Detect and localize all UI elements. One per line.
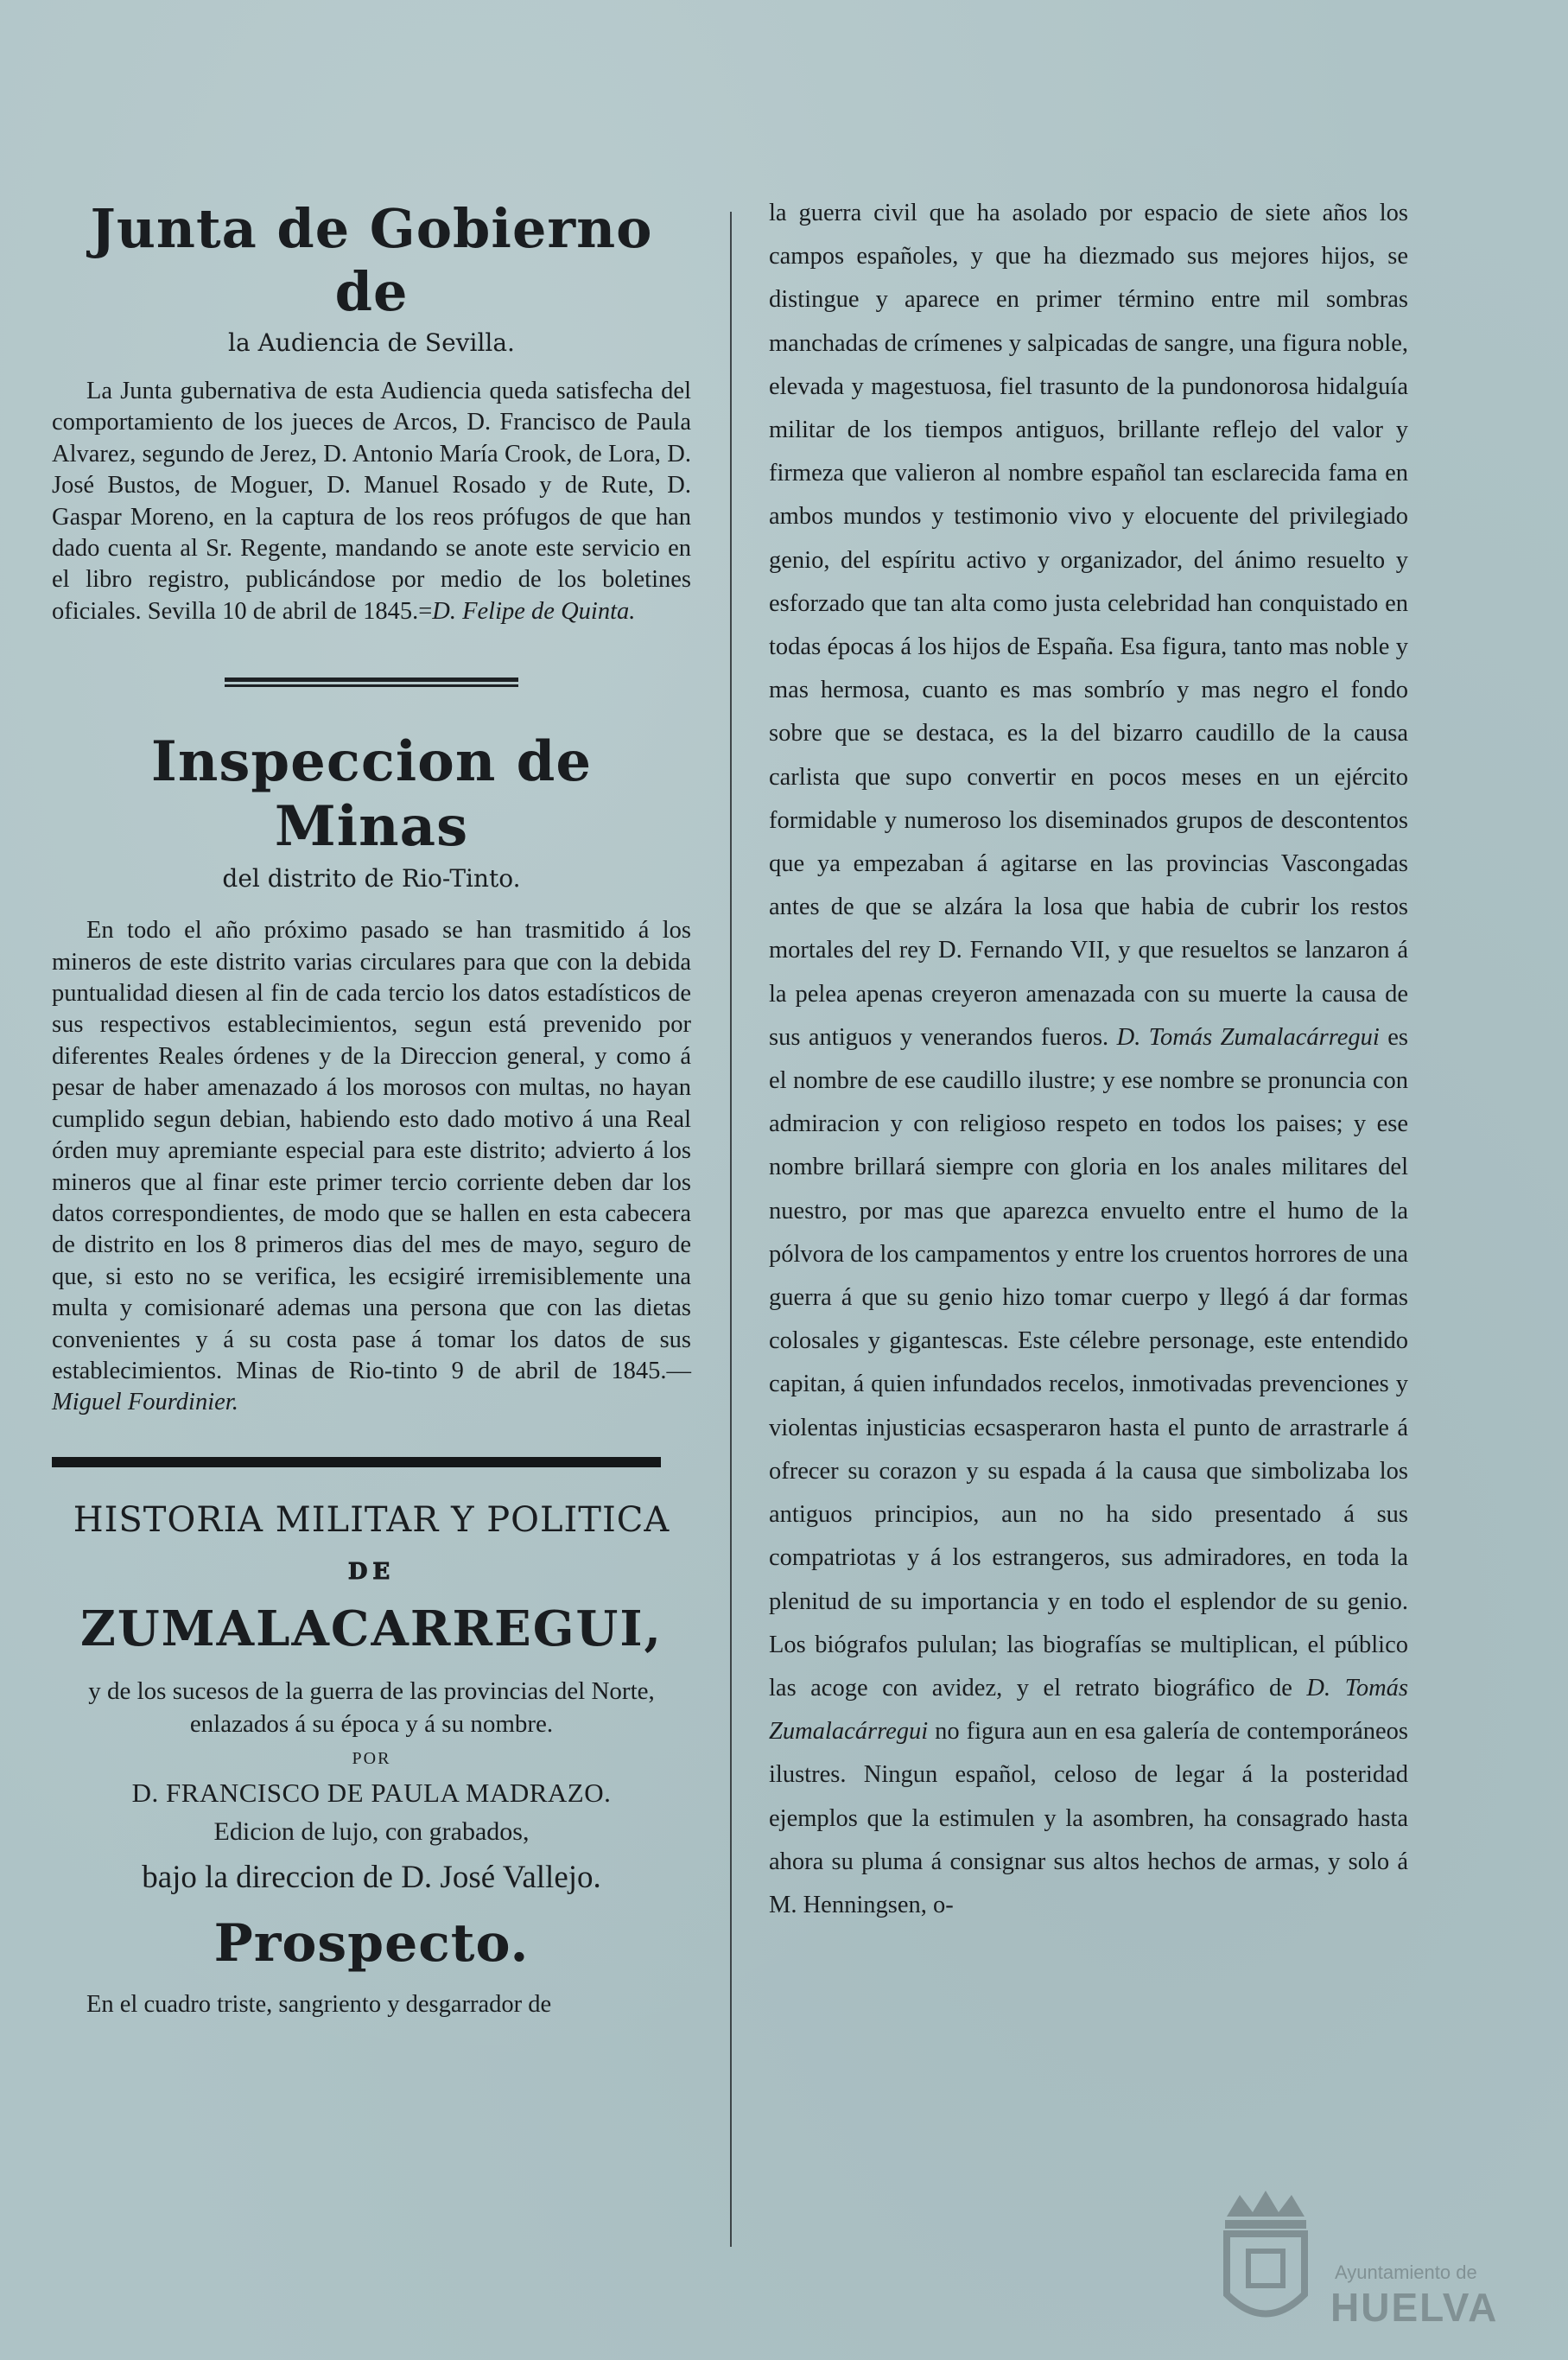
huelva-watermark [1209,2182,1499,2338]
junta-body-text: La Junta gubernativa de esta Audiencia queda satisfecha del comportamiento de los jueces de Arcos, D. Francisco de Paula Alvarez, segundo de Jerez, D. Antonio María Crook, de Lora, D. José Bustos, de Moguer, D. Manuel Rosado y de Rute, D. Gaspar Moreno, en la captura de los reos prófugos de que han dado cuenta al Sr. Regente, mandando se anote este servicio en el libro registro, publicándose por medio de los boletines oficiales. Sevilla 10 de abril de 1845.= [52,378,691,625]
right-text-name2: D. Tomás Zumalacárregui [769,1674,1408,1746]
historia-por: POR [352,1748,391,1768]
junta-body [52,376,691,627]
left-column [52,181,691,2020]
minas-signature: Miguel Fourdinier. [52,1389,238,1416]
right-text-part2: es el nombre de ese caudillo ilustre; y ese nombre se pronuncia con admiracion y con religioso respeto en todos los paises; y ese nombre brillará siempre con gloria en los anales militares del nuestro, por mas que aparezca envuelto entre el humo de la pólvora de los campamentos y entre los cruentos horrores de una guerra á que su genio hizo tomar cuerpo y llegó á dar formas colosales y gigantescas. Este célebre personage, este entendido capitan, á quien infundados recelos, inmotivadas prevenciones y violentas injusticias ecsasperaron hasta el punto de arrastrarle á ofrecer su corazon y su espada á la causa que simbolizaba los antiguos principios, aun no ha sido presentado á sus compatriotas y á los estrangeros, sus admiradores, en toda la plenitud de su importancia y en todo el esplendor de su genio. Los biógrafos pululan; las biografías se multiplican, el público las acoge con avidez, y el retrato biográfico de [769,1023,1409,1702]
junta-title: Junta de Gobierno de [90,197,653,323]
historia-name: ZUMALACARREGUI, [79,1600,663,1657]
minas-body-text: En todo el año próximo pasado se han trasmitido á los mineros de este distrito varias circulares para que con la debida puntualidad diesen al fin de cada tercio los datos estadísticos de sus respectivos establecimientos, segun está prevenido por diferentes Reales órdenes y de la Direccion general, y como á pesar de haber amenazado á los morosos con multas, no hayan cumplido segun debian, habiendo esto dado motivo á una Real órden muy apremiante especial para este distrito; advierto á los mineros que al finar este primer tercio corriente deben dar los datos correspondientes, de modo que se hallen en esta cabecera de distrito en los 8 primeros dias del mes de mayo, seguro de que, si esto no se verifica, les ecsigiré irremisiblemente una multa y comisionaré ademas una persona que con las dietas convenientes y á su costa pase á tomar los datos de sus establecimientos. Minas de Rio-tinto 9 de abril de 1845.— [52,917,691,1384]
prospecto-title: Prospecto. [213,1912,530,1974]
right-text-part1: la guerra civil que ha asolado por espacio de siete años los campos españoles, y que ha diezmado sus mejores hijos, se distingue y aparece en primer término entre mil sombras manchadas de crímenes y salpicadas de sangre, una figura noble, elevada y magestuosa, fiel trasunto de la pundonorosa hidalguía militar de los tiempos antiguos, brillante reflejo del valor y firmeza que valieron al nombre español tan esclarecida fama en ambos mundos y testimonio vivo y elocuente del privilegiado genio, del espíritu activo y organizador, del ánimo resuelto y esforzado que tan alta como justa celebridad han conquistado en todas épocas á los hijos de España. Esa figura, tanto mas noble y mas hermosa, cuanto es mas sombrío y mas negro el fondo sobre que se destaca, es la del bizarro caudillo de la causa carlista que supo convertir en pocos meses en un ejército formidable y numeroso los diseminados grupos de descontentos que ya empezaban á agitarse en las provincias Vascongadas antes de que se alzára la losa que habia de cubrir los restos mortales del rey D. Fernando VII, y que resueltos se lanzaron á la pelea apenas creyeron amenazada con su muerte la causa de sus antiguos y venerandos fueros. [769,200,1408,1051]
historia-de: DE [347,1558,396,1585]
right-column-text [769,192,1408,1927]
crown-shield-icon [1209,2182,1322,2338]
junta-signature: D. Felipe de Quinta. [432,597,636,625]
right-column [769,192,1408,1927]
historia-title: HISTORIA MILITAR Y POLITICA [73,1499,670,1540]
column-divider [730,212,732,2247]
junta-subtitle: la Audiencia de Sevilla. [228,328,515,357]
minas-body [52,915,691,1419]
watermark-line2: HUELVA [1330,2285,1499,2330]
watermark-line1: Ayuntamiento de [1335,2261,1477,2283]
section-ornament [225,677,518,690]
right-text-name1: D. Tomás Zumalacárregui [1116,1023,1380,1051]
right-text-part3: no figura aun en esa galería de contemporáneos ilustres. Ningun español, celoso de legar á la posteridad ejemplos que la estimulen y la asombren, ha consagrado hasta ahora su pluma á consignar sus altos hechos de armas, y solo á M. Henningsen, o- [769,1718,1408,1918]
historia-direction: bajo la direccion de D. José Vallejo. [142,1859,601,1895]
historia-edition: Edicion de lujo, con grabados, [213,1816,530,1846]
historia-subtitle: y de los sucesos de la guerra de las provincias del Norte, enlazados á su época y á su nombre. [88,1676,655,1738]
thick-rule [52,1457,661,1467]
historia-author: D. FRANCISCO DE PAULA MADRAZO. [131,1777,612,1808]
prospecto-start: En el cuadro triste, sangriento y desgarrador de [86,1990,552,2018]
minas-title: Inspeccion de Minas [150,729,593,860]
minas-subtitle: del distrito de Rio-Tinto. [222,864,521,894]
